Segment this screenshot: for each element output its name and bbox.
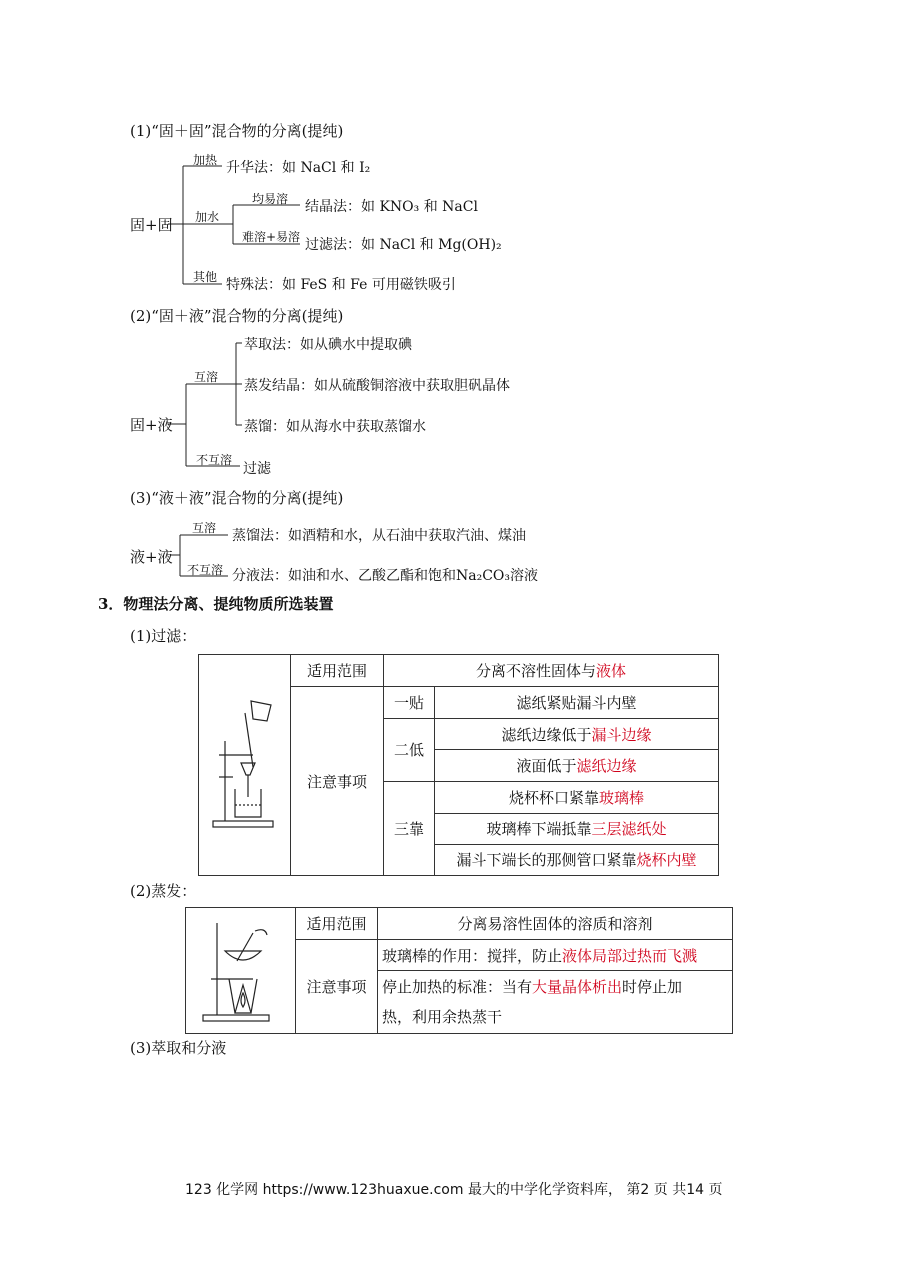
branch-miscible-label-2: 互溶 bbox=[192, 521, 217, 535]
filter-apparatus-cell bbox=[199, 655, 291, 876]
result-distillation: 蒸馏：如从海水中获取蒸馏水 bbox=[244, 419, 426, 435]
filter-sankao-label: 三靠 bbox=[384, 781, 435, 875]
result-extraction: 萃取法：如从碘水中提取碘 bbox=[244, 337, 412, 353]
result-filter: 过滤 bbox=[243, 461, 271, 477]
solid-liquid-root: 固+液 bbox=[130, 416, 173, 434]
filter-sankao-2: 玻璃棒下端抵靠三层滤纸处 bbox=[435, 813, 719, 844]
branch-miscible-label: 互溶 bbox=[194, 370, 219, 384]
evap-note-2: 停止加热的标准：当有大量晶体析出时停止加 热，利用余热蒸干 bbox=[378, 971, 733, 1034]
filter-sankao-3: 漏斗下端长的那侧管口紧靠烧杯内壁 bbox=[435, 844, 719, 875]
result-distill-method: 蒸馏法：如酒精和水，从石油中获取汽油、煤油 bbox=[232, 528, 526, 544]
evaporation-apparatus-image bbox=[193, 913, 289, 1025]
evaporation-table bbox=[185, 907, 733, 1034]
filter-sankao-1: 烧杯杯口紧靠玻璃棒 bbox=[435, 781, 719, 813]
solid-solid-root: 固+固 bbox=[130, 216, 173, 234]
branch-heat-label: 加热 bbox=[193, 153, 218, 167]
filter-scope-value: 分离不溶性固体与液体 bbox=[384, 655, 719, 687]
branch-other-label: 其他 bbox=[193, 270, 218, 284]
liquid-liquid-root: 液+液 bbox=[130, 548, 173, 566]
result-filtration: 过滤法：如 NaCl 和 Mg(OH)₂ bbox=[305, 237, 502, 253]
filter-erdi-2: 液面低于滤纸边缘 bbox=[435, 750, 719, 781]
extraction-heading: (3)萃取和分液 bbox=[130, 1039, 227, 1057]
result-separatory: 分液法：如油和水、乙酸乙酯和饱和Na₂CO₃溶液 bbox=[232, 568, 539, 584]
filter-notes-label: 注意事项 bbox=[291, 687, 384, 876]
filter-yitie-label: 一贴 bbox=[384, 687, 435, 719]
solid-solid-heading: (1)“固＋固”混合物的分离(提纯) bbox=[130, 122, 344, 140]
result-sublimation: 升华法：如 NaCl 和 I₂ bbox=[226, 160, 371, 176]
branch-immiscible-label: 不互溶 bbox=[196, 453, 233, 467]
result-crystallization: 结晶法：如 KNO₃ 和 NaCl bbox=[305, 199, 478, 215]
sub-mixed-label: 难溶+易溶 bbox=[242, 230, 301, 244]
result-evaporation: 蒸发结晶：如从硫酸铜溶液中获取胆矾晶体 bbox=[244, 378, 510, 394]
filter-erdi-label: 二低 bbox=[384, 719, 435, 781]
evap-notes-label: 注意事项 bbox=[296, 940, 378, 1034]
result-special: 特殊法：如 FeS 和 Fe 可用磁铁吸引 bbox=[226, 277, 456, 293]
solid-liquid-heading: (2)“固＋液”混合物的分离(提纯) bbox=[130, 307, 344, 325]
filtration-apparatus-image bbox=[205, 693, 285, 833]
filter-yitie-text: 滤纸紧贴漏斗内壁 bbox=[435, 687, 719, 719]
filter-heading: (1)过滤： bbox=[130, 627, 197, 645]
evap-scope-value: 分离易溶性固体的溶质和溶剂 bbox=[378, 908, 733, 940]
branch-immiscible-label-2: 不互溶 bbox=[187, 563, 224, 577]
filter-scope-label: 适用范围 bbox=[291, 655, 384, 687]
filter-table bbox=[198, 654, 719, 876]
liquid-liquid-heading: (3)“液＋液”混合物的分离(提纯) bbox=[130, 489, 344, 507]
filter-erdi-1: 滤纸边缘低于漏斗边缘 bbox=[435, 719, 719, 750]
evaporation-heading: (2)蒸发： bbox=[130, 882, 197, 900]
evap-scope-label: 适用范围 bbox=[296, 908, 378, 940]
branch-water-label: 加水 bbox=[195, 210, 220, 224]
sub-soluble-label: 均易溶 bbox=[252, 192, 289, 206]
evap-apparatus-cell bbox=[186, 908, 296, 1034]
evap-note-1: 玻璃棒的作用：搅拌，防止液体局部过热而飞溅 bbox=[378, 940, 733, 971]
section-3-title: 3．物理法分离、提纯物质所选装置 bbox=[98, 595, 334, 613]
page-footer: 123 化学网 https://www.123huaxue.com 最大的中学化学资料库， 第2 页 共14 页 bbox=[185, 1182, 723, 1198]
